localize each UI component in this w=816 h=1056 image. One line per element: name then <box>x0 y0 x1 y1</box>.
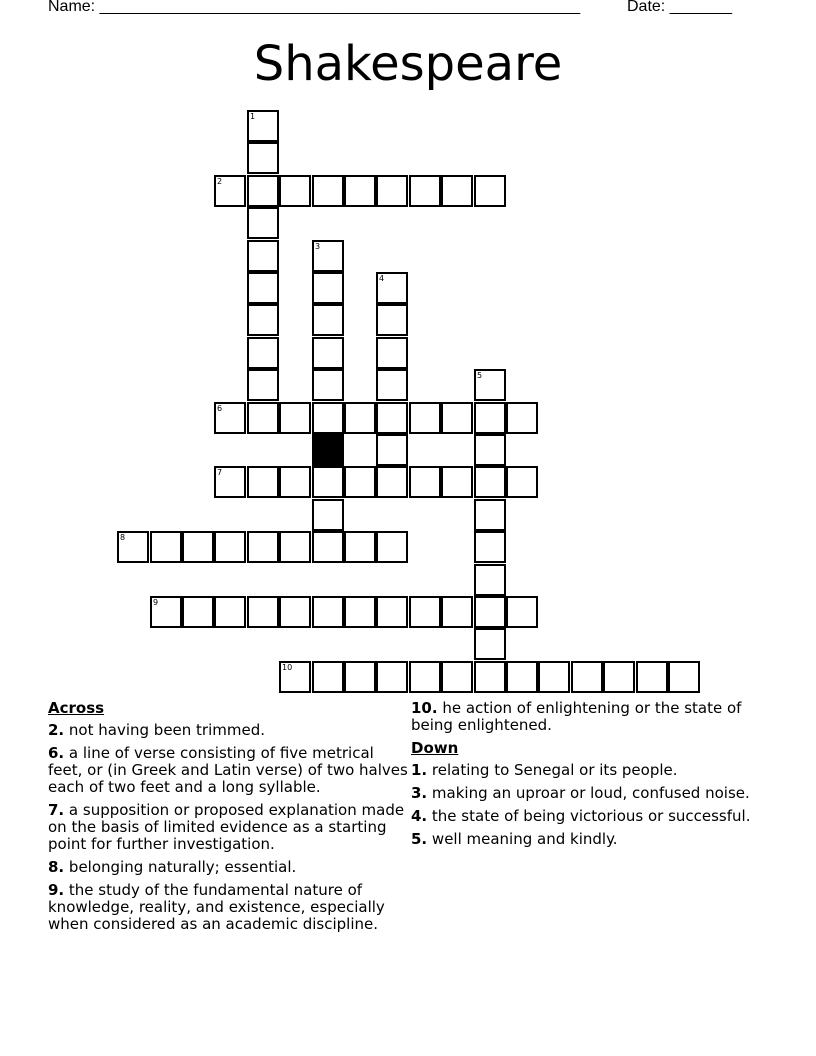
clue-number: 4 <box>379 274 385 283</box>
grid-cell[interactable] <box>150 596 182 628</box>
grid-cell[interactable] <box>279 466 311 498</box>
grid-cell[interactable] <box>344 661 376 693</box>
clue-across-8: 8. belonging naturally; essential. <box>48 858 297 876</box>
clue-down-3: 3. making an uproar or loud, confused noise. <box>411 784 750 802</box>
grid-cell[interactable] <box>571 661 603 693</box>
clue-down-4: 4. the state of being victorious or successful. <box>411 807 751 825</box>
grid-cell[interactable] <box>247 531 279 563</box>
grid-cell[interactable] <box>506 402 538 434</box>
grid-cell[interactable] <box>603 661 635 693</box>
clue-column-right <box>411 700 771 854</box>
grid-cell[interactable] <box>247 142 279 174</box>
grid-cell[interactable] <box>376 369 408 401</box>
grid-cell[interactable] <box>279 402 311 434</box>
grid-cell[interactable] <box>474 499 506 531</box>
grid-cell[interactable] <box>344 531 376 563</box>
grid-cell[interactable] <box>474 564 506 596</box>
clue-column-left <box>48 700 408 939</box>
grid-cell[interactable] <box>376 531 408 563</box>
clue-number: 8 <box>120 533 126 542</box>
grid-cell[interactable] <box>247 240 279 272</box>
grid-cell[interactable] <box>214 531 246 563</box>
grid-cell[interactable] <box>214 402 246 434</box>
grid-cell[interactable] <box>376 304 408 336</box>
grid-cell[interactable] <box>214 175 246 207</box>
grid-cell[interactable] <box>474 434 506 466</box>
grid-cell[interactable] <box>312 661 344 693</box>
grid-cell[interactable] <box>409 402 441 434</box>
name-field: Name: ______________________________________________________ <box>48 0 581 15</box>
grid-cell[interactable] <box>474 628 506 660</box>
grid-cell[interactable] <box>247 402 279 434</box>
clue-number: 9 <box>153 598 159 607</box>
grid-cell[interactable] <box>474 369 506 401</box>
clue-down-5: 5. well meaning and kindly. <box>411 830 618 848</box>
grid-cell[interactable] <box>117 531 149 563</box>
grid-cell[interactable] <box>312 466 344 498</box>
grid-cell[interactable] <box>344 466 376 498</box>
grid-cell[interactable] <box>474 466 506 498</box>
grid-cell[interactable] <box>376 661 408 693</box>
grid-cell[interactable] <box>506 661 538 693</box>
down-heading: Down <box>411 739 459 757</box>
grid-cell[interactable] <box>312 596 344 628</box>
grid-cell[interactable] <box>441 175 473 207</box>
grid-cell[interactable] <box>506 596 538 628</box>
grid-cell[interactable] <box>247 337 279 369</box>
grid-cell[interactable] <box>376 337 408 369</box>
grid-cell[interactable] <box>376 434 408 466</box>
clue-number: 3 <box>315 242 321 251</box>
grid-cell[interactable] <box>441 466 473 498</box>
grid-cell[interactable] <box>376 272 408 304</box>
black-cell <box>312 434 344 466</box>
clue-across-9: 9. the study of the fundamental nature of knowledge, reality, and existence, especially when considered as an academic discipline. <box>48 881 385 933</box>
grid-cell[interactable] <box>409 661 441 693</box>
grid-cell[interactable] <box>474 175 506 207</box>
clue-number: 6 <box>217 404 223 413</box>
grid-cell[interactable] <box>279 175 311 207</box>
grid-cell[interactable] <box>247 466 279 498</box>
clue-across-7: 7. a supposition or proposed explanation made on the basis of limited evidence as a starting point for further investigation. <box>48 801 405 853</box>
grid-cell[interactable] <box>312 531 344 563</box>
grid-cell[interactable] <box>247 175 279 207</box>
grid-cell[interactable] <box>312 304 344 336</box>
grid-cell[interactable] <box>214 466 246 498</box>
grid-cell[interactable] <box>312 272 344 304</box>
grid-cell[interactable] <box>182 596 214 628</box>
grid-cell[interactable] <box>441 596 473 628</box>
grid-cell[interactable] <box>247 369 279 401</box>
grid-cell[interactable] <box>279 531 311 563</box>
across-heading: Across <box>48 699 105 717</box>
grid-cell[interactable] <box>636 661 668 693</box>
grid-cell[interactable] <box>279 596 311 628</box>
clue-number: 2 <box>217 177 223 186</box>
grid-cell[interactable] <box>247 596 279 628</box>
grid-cell[interactable] <box>344 596 376 628</box>
grid-cell[interactable] <box>409 596 441 628</box>
grid-cell[interactable] <box>474 531 506 563</box>
grid-cell[interactable] <box>247 272 279 304</box>
clue-down-1: 1. relating to Senegal or its people. <box>411 761 678 779</box>
grid-cell[interactable] <box>344 175 376 207</box>
grid-cell[interactable] <box>409 466 441 498</box>
grid-cell[interactable] <box>182 531 214 563</box>
grid-cell[interactable] <box>247 110 279 142</box>
grid-cell[interactable] <box>376 596 408 628</box>
grid-cell[interactable] <box>506 466 538 498</box>
clue-number: 1 <box>250 112 256 121</box>
grid-cell[interactable] <box>441 402 473 434</box>
grid-cell[interactable] <box>474 661 506 693</box>
clue-number: 5 <box>477 371 483 380</box>
grid-cell[interactable] <box>441 661 473 693</box>
grid-cell[interactable] <box>312 402 344 434</box>
grid-cell[interactable] <box>312 499 344 531</box>
grid-cell[interactable] <box>214 596 246 628</box>
grid-cell[interactable] <box>344 402 376 434</box>
clue-number: 7 <box>217 468 223 477</box>
grid-cell[interactable] <box>312 240 344 272</box>
grid-cell[interactable] <box>312 337 344 369</box>
grid-cell[interactable] <box>474 402 506 434</box>
clue-across-10: 10. he action of enlightening or the state of being enlightened. <box>411 699 742 734</box>
date-field: Date: _______ <box>627 0 732 15</box>
grid-cell[interactable] <box>376 402 408 434</box>
grid-cell[interactable] <box>312 175 344 207</box>
clue-across-2: 2. not having been trimmed. <box>48 721 266 739</box>
grid-cell[interactable] <box>376 175 408 207</box>
grid-cell[interactable] <box>312 369 344 401</box>
grid-cell[interactable] <box>279 661 311 693</box>
page-title: Shakespeare <box>253 36 563 92</box>
grid-cell[interactable] <box>376 466 408 498</box>
grid-cell[interactable] <box>409 175 441 207</box>
grid-cell[interactable] <box>668 661 700 693</box>
grid-cell[interactable] <box>538 661 570 693</box>
grid-cell[interactable] <box>247 304 279 336</box>
grid-cell[interactable] <box>150 531 182 563</box>
clue-number: 10 <box>282 663 293 672</box>
grid-cell[interactable] <box>247 207 279 239</box>
grid-cell[interactable] <box>474 596 506 628</box>
clue-across-6: 6. a line of verse consisting of five metrical feet, or (in Greek and Latin verse) of two halves each of two feet and a long syllable. <box>48 744 408 796</box>
